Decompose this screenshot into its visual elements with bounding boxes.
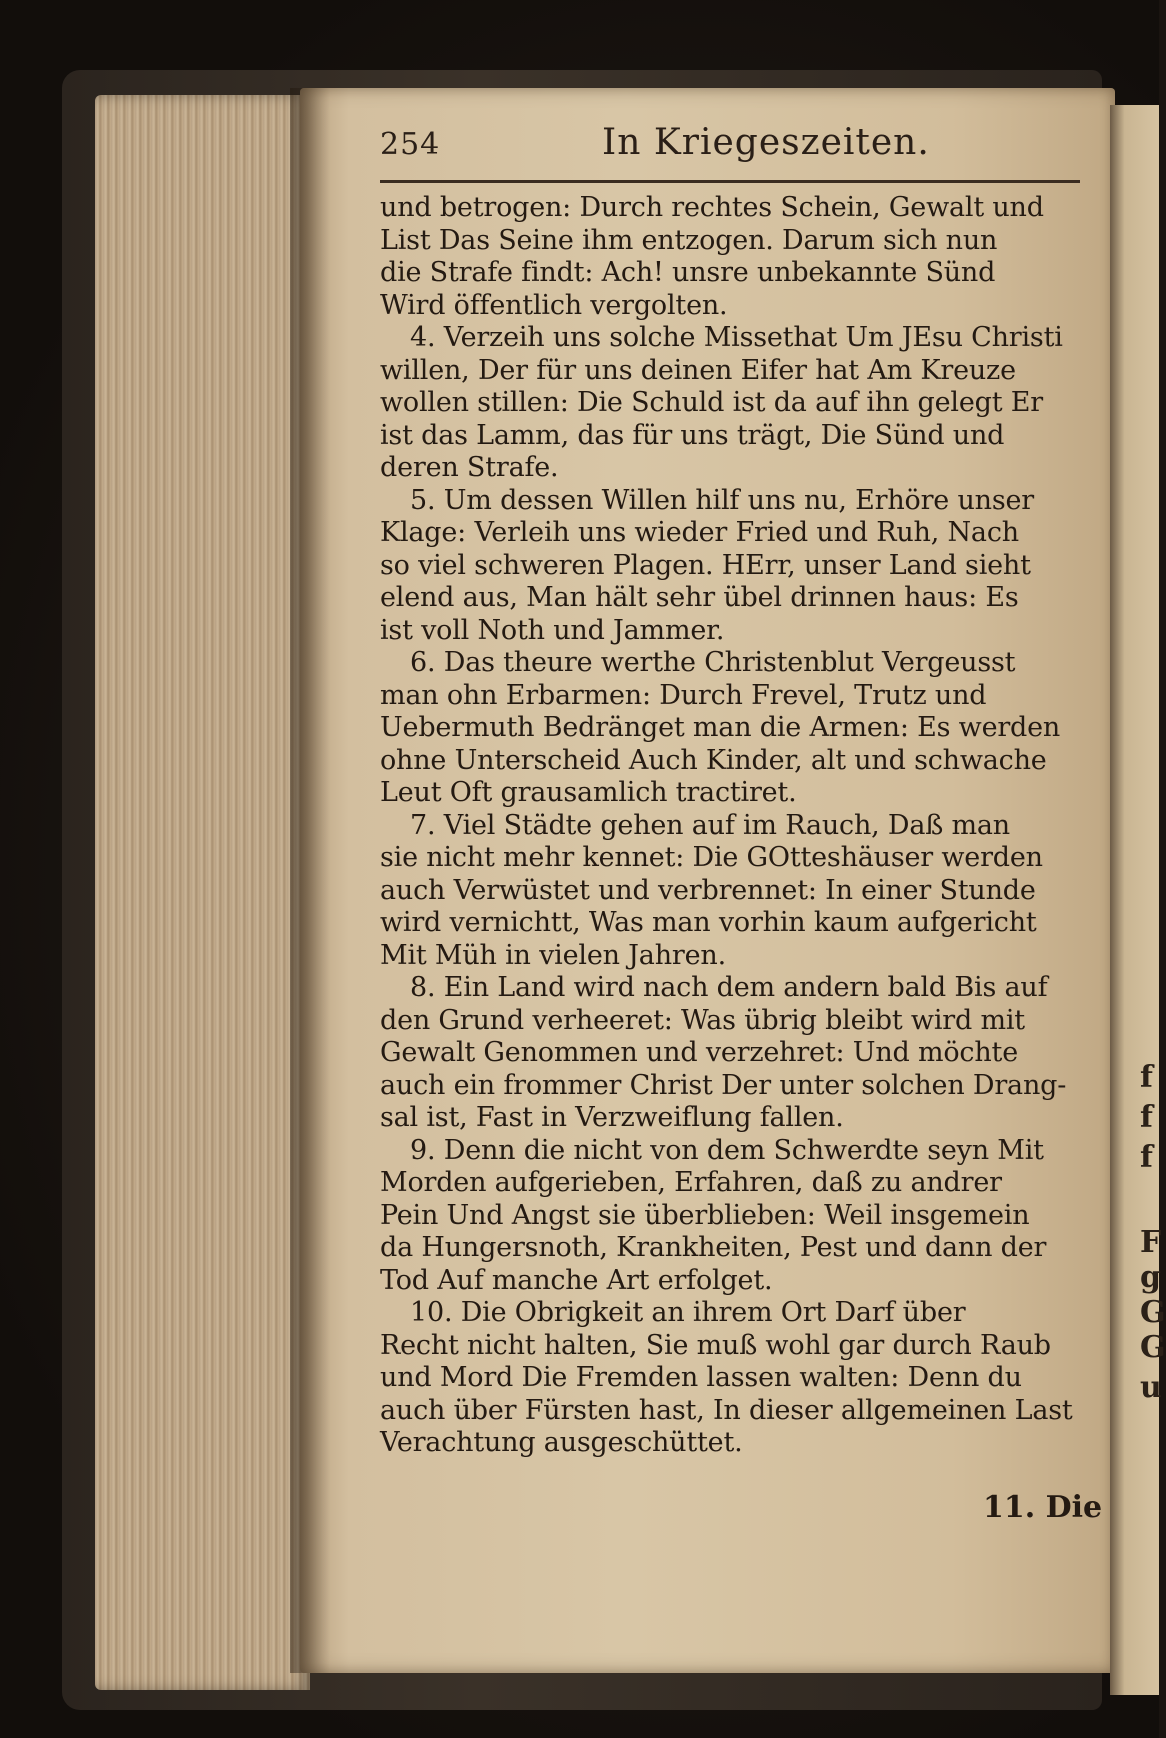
text-line: 5. Um dessen Willen hilf uns nu, Erhöre unser (410, 484, 1034, 516)
text-line: ohne Unterscheid Auch Kinder, alt und schwache (380, 744, 1047, 776)
header-rule (380, 180, 1080, 183)
text-line: sal ist, Fast in Verzweiflung fallen. (380, 1102, 844, 1133)
text-line: List Das Seine ihm entzogen. Darum sich nun (380, 224, 998, 256)
text-line: Wird öffentlich vergolten. (380, 289, 728, 321)
text-line: Gewalt Genommen und verzehret: Und möchte (380, 1037, 1018, 1068)
text-line: und Mord Die Fremden lassen walten: Denn du (380, 1362, 1022, 1393)
text-line: den Grund verheeret: Was übrig bleibt wird mit (380, 1004, 1025, 1036)
facing-page-edge (1110, 105, 1162, 1695)
text-line: so viel schweren Plagen. HErr, unser Land sieht (380, 549, 1031, 581)
text-line: und betrogen: Durch rechtes Schein, Gewalt und (380, 192, 1044, 223)
text-line: sie nicht mehr kennet: Die GOtteshäuser werden (380, 842, 1043, 873)
text-line: 7. Viel Städte gehen auf im Rauch, Daß man (410, 809, 1010, 841)
body-text (380, 192, 1080, 1460)
binding-shadow (290, 88, 330, 1673)
text-line: Pein Und Angst sie überblieben: Weil insgemein (380, 1199, 1030, 1231)
running-head: In Kriegeszeiten. (602, 122, 930, 163)
text-line: Morden aufgerieben, Erfahren, daß zu andrer (380, 1167, 1002, 1198)
text-line: Klage: Verleih uns wieder Fried und Ruh, Nach (380, 517, 1019, 548)
text-line: deren Strafe. (380, 452, 559, 483)
text-line: 4. Verzeih uns solche Missethat Um JEsu Christi (410, 322, 1063, 353)
page-header (380, 122, 1080, 172)
text-line: wird vernichtt, Was man vorhin kaum aufgericht (380, 907, 1037, 938)
text-line: ist voll Noth und Jammer. (380, 614, 725, 646)
facing-page-glyph: u (1140, 1370, 1162, 1405)
text-line: Verachtung ausgeschüttet. (380, 1427, 743, 1458)
facing-page-glyph: G (1140, 1330, 1166, 1365)
catchword: 11. Die (983, 1490, 1103, 1525)
text-line: elend aus, Man hält sehr übel drinnen haus: Es (380, 582, 1019, 613)
text-line: Mit Müh in vielen Jahren. (380, 939, 726, 971)
text-line: Tod Auf manche Art erfolget. (380, 1264, 773, 1296)
facing-page-glyph: f (1140, 1140, 1153, 1175)
facing-page-glyph: g (1140, 1260, 1161, 1295)
text-line: Uebermuth Bedränget man die Armen: Es werden (380, 712, 1061, 743)
text-line: Recht nicht halten, Sie muß wohl gar durch Raub (380, 1329, 1051, 1361)
facing-page-glyph: G (1140, 1295, 1166, 1330)
text-line: auch über Fürsten hast, In dieser allgemeinen Last (380, 1394, 1073, 1426)
text-line: 6. Das theure werthe Christenblut Vergeusst (410, 647, 1016, 678)
text-line: auch Verwüstet und verbrennet: In einer Stunde (380, 874, 1036, 906)
facing-page-glyph: F (1140, 1225, 1162, 1260)
text-line: ist das Lamm, das für uns trägt, Die Sünd und (380, 419, 1005, 451)
text-line: 9. Denn die nicht von dem Schwerdte seyn Mit (410, 1134, 1044, 1166)
text-line: man ohn Erbarmen: Durch Frevel, Trutz und (380, 679, 987, 711)
text-line: da Hungersnoth, Krankheiten, Pest und dann der (380, 1232, 1047, 1263)
text-line: Leut Oft grausamlich tractiret. (380, 777, 797, 808)
text-line: die Strafe findt: Ach! unsre unbekannte Sünd (380, 257, 996, 288)
page-edges (95, 95, 310, 1690)
text-line: 10. Die Obrigkeit an ihrem Ort Darf über (410, 1297, 966, 1328)
text-line: 8. Ein Land wird nach dem andern bald Bis auf (410, 972, 1048, 1003)
facing-page-glyph: f (1140, 1060, 1153, 1095)
text-line: willen, Der für uns deinen Eifer hat Am Kreuze (380, 354, 1016, 386)
page-number: 254 (380, 127, 441, 162)
text-line: wollen stillen: Die Schuld ist da auf ihn gelegt Er (380, 387, 1043, 418)
facing-page-glyph: f (1140, 1100, 1153, 1135)
text-line: auch ein frommer Christ Der unter solchen Drang- (380, 1069, 1067, 1101)
